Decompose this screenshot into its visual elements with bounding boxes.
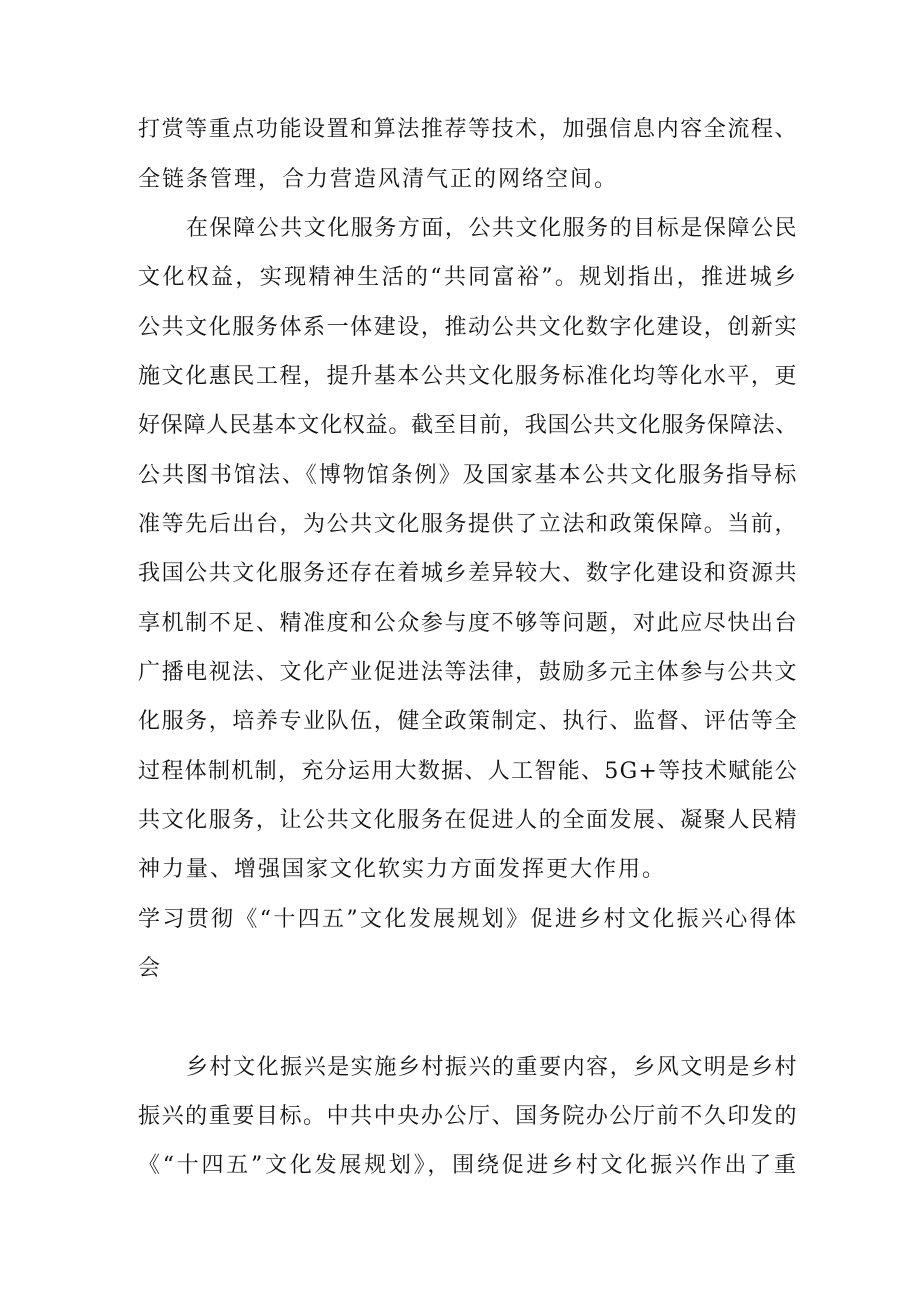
para3-line-1: 乡村文化振兴是实施乡村振兴的重要内容，乡风文明是乡村	[186, 1055, 798, 1080]
para2-line-14: 神力量、增强国家文化软实力方面发挥更大作用。	[138, 857, 667, 882]
para2-line-10: 广播电视法、文化产业促进法等法律，鼓励多元主体参与公共文	[138, 660, 798, 685]
para2-line-7: 准等先后出台，为公共文化服务提供了立法和政策保障。当前，	[138, 512, 798, 537]
para2-line-12: 过程体制机制，充分运用大数据、人工智能、5G+等技术赋能公	[138, 759, 798, 784]
para2-line-3: 公共文化服务体系一体建设，推动公共文化数字化建设，创新实	[138, 315, 798, 340]
para3-line-3: 《“十四五”文化发展规划》，围绕促进乡村文化振兴作出了重	[138, 1153, 798, 1178]
section-title-line-2: 会	[138, 956, 163, 981]
para1-line-1: 打赏等重点功能设置和算法推荐等技术，加强信息内容全流程、	[138, 117, 798, 142]
para2-line-2: 文化权益，实现精神生活的“共同富裕”。规划指出，推进城乡	[138, 265, 798, 290]
para2-line-11: 化服务，培养专业队伍，健全政策制定、执行、监督、评估等全	[138, 709, 798, 734]
section-title-line-1: 学习贯彻《“十四五”文化发展规划》促进乡村文化振兴心得体	[138, 907, 798, 932]
para1-line-2: 全链条管理，合力营造风清气正的网络空间。	[138, 167, 619, 192]
para2-line-8: 我国公共文化服务还存在着城乡差异较大、数字化建设和资源共	[138, 561, 798, 586]
para2-line-6: 公共图书馆法、《博物馆条例》及国家基本公共文化服务指导标	[138, 463, 798, 488]
para2-line-9: 享机制不足、精准度和公众参与度不够等问题，对此应尽快出台	[138, 611, 798, 636]
para2-line-13: 共文化服务，让公共文化服务在促进人的全面发展、凝聚人民精	[138, 808, 798, 833]
para2-line-1: 在保障公共文化服务方面，公共文化服务的目标是保障公民	[186, 216, 798, 241]
para2-line-4: 施文化惠民工程，提升基本公共文化服务标准化均等化水平，更	[138, 364, 798, 389]
para3-line-2: 振兴的重要目标。中共中央办公厅、国务院办公厅前不久印发的	[138, 1104, 798, 1129]
para2-line-5: 好保障人民基本文化权益。截至目前，我国公共文化服务保障法、	[138, 413, 798, 438]
